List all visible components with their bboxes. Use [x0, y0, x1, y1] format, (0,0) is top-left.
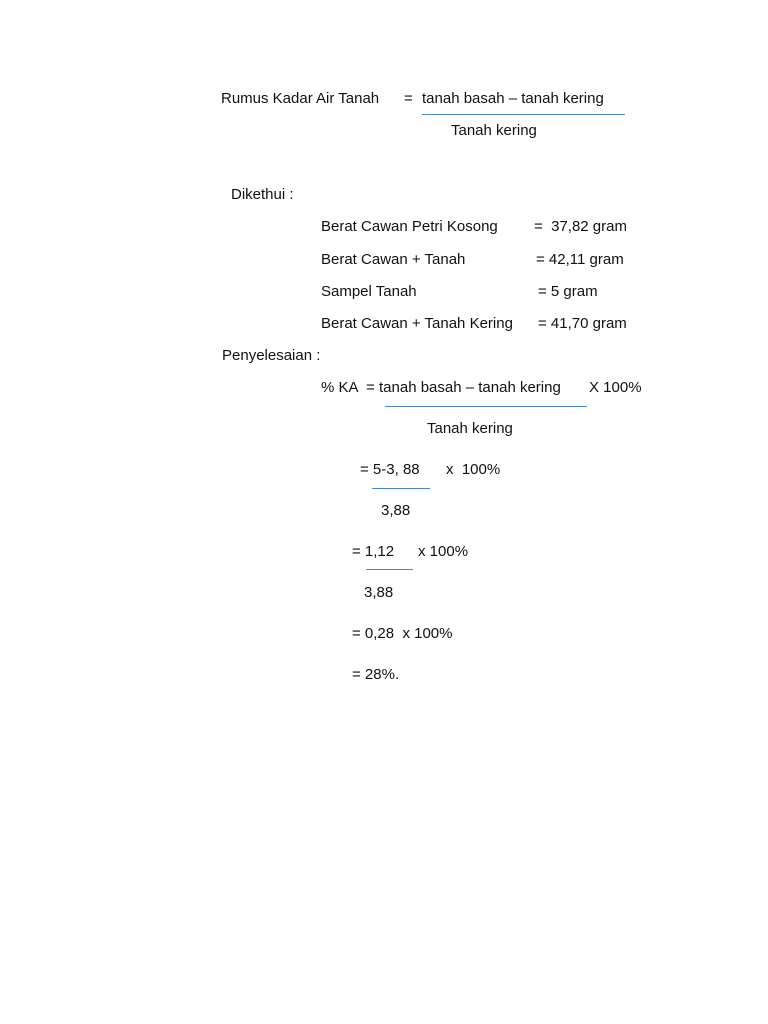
step2-denominator: 3,88	[364, 584, 394, 601]
step2-multiplier: x 100%	[418, 543, 469, 560]
step2-fraction-line	[366, 569, 413, 570]
step1-multiplier: x 100%	[446, 461, 501, 478]
ka-numerator: tanah basah – tanah kering	[379, 379, 561, 396]
known-heading: Dikethui :	[231, 186, 294, 203]
formula-label: Rumus Kadar Air Tanah	[221, 90, 380, 107]
known-item-label: Berat Cawan + Tanah	[321, 251, 466, 268]
step3-expression: = 0,28 x 100%	[352, 625, 453, 642]
step1-numerator: = 5-3, 88	[360, 461, 420, 478]
ka-fraction-line	[385, 406, 587, 407]
known-item-label: Sampel Tanah	[321, 283, 417, 300]
known-item-label: Berat Cawan + Tanah Kering	[321, 315, 513, 332]
known-item-label: Berat Cawan Petri Kosong	[321, 218, 498, 235]
known-item-value: = 42,11 gram	[536, 251, 624, 268]
known-item-value: = 41,70 gram	[538, 315, 627, 332]
step2-numerator: = 1,12	[352, 543, 395, 560]
formula-numerator: tanah basah – tanah kering	[422, 90, 604, 107]
ka-label: % KA =	[321, 379, 375, 396]
step1-fraction-line	[372, 488, 430, 489]
solution-heading: Penyelesaian :	[222, 347, 321, 364]
known-item-value: = 5 gram	[538, 283, 598, 300]
step1-denominator: 3,88	[381, 502, 411, 519]
result: = 28%.	[352, 666, 400, 683]
formula-denominator: Tanah kering	[451, 122, 537, 139]
formula-equals: =	[404, 90, 413, 107]
known-item-value: = 37,82 gram	[534, 218, 627, 235]
ka-multiplier: X 100%	[589, 379, 642, 396]
formula-fraction-line	[422, 114, 625, 115]
ka-denominator: Tanah kering	[427, 420, 513, 437]
